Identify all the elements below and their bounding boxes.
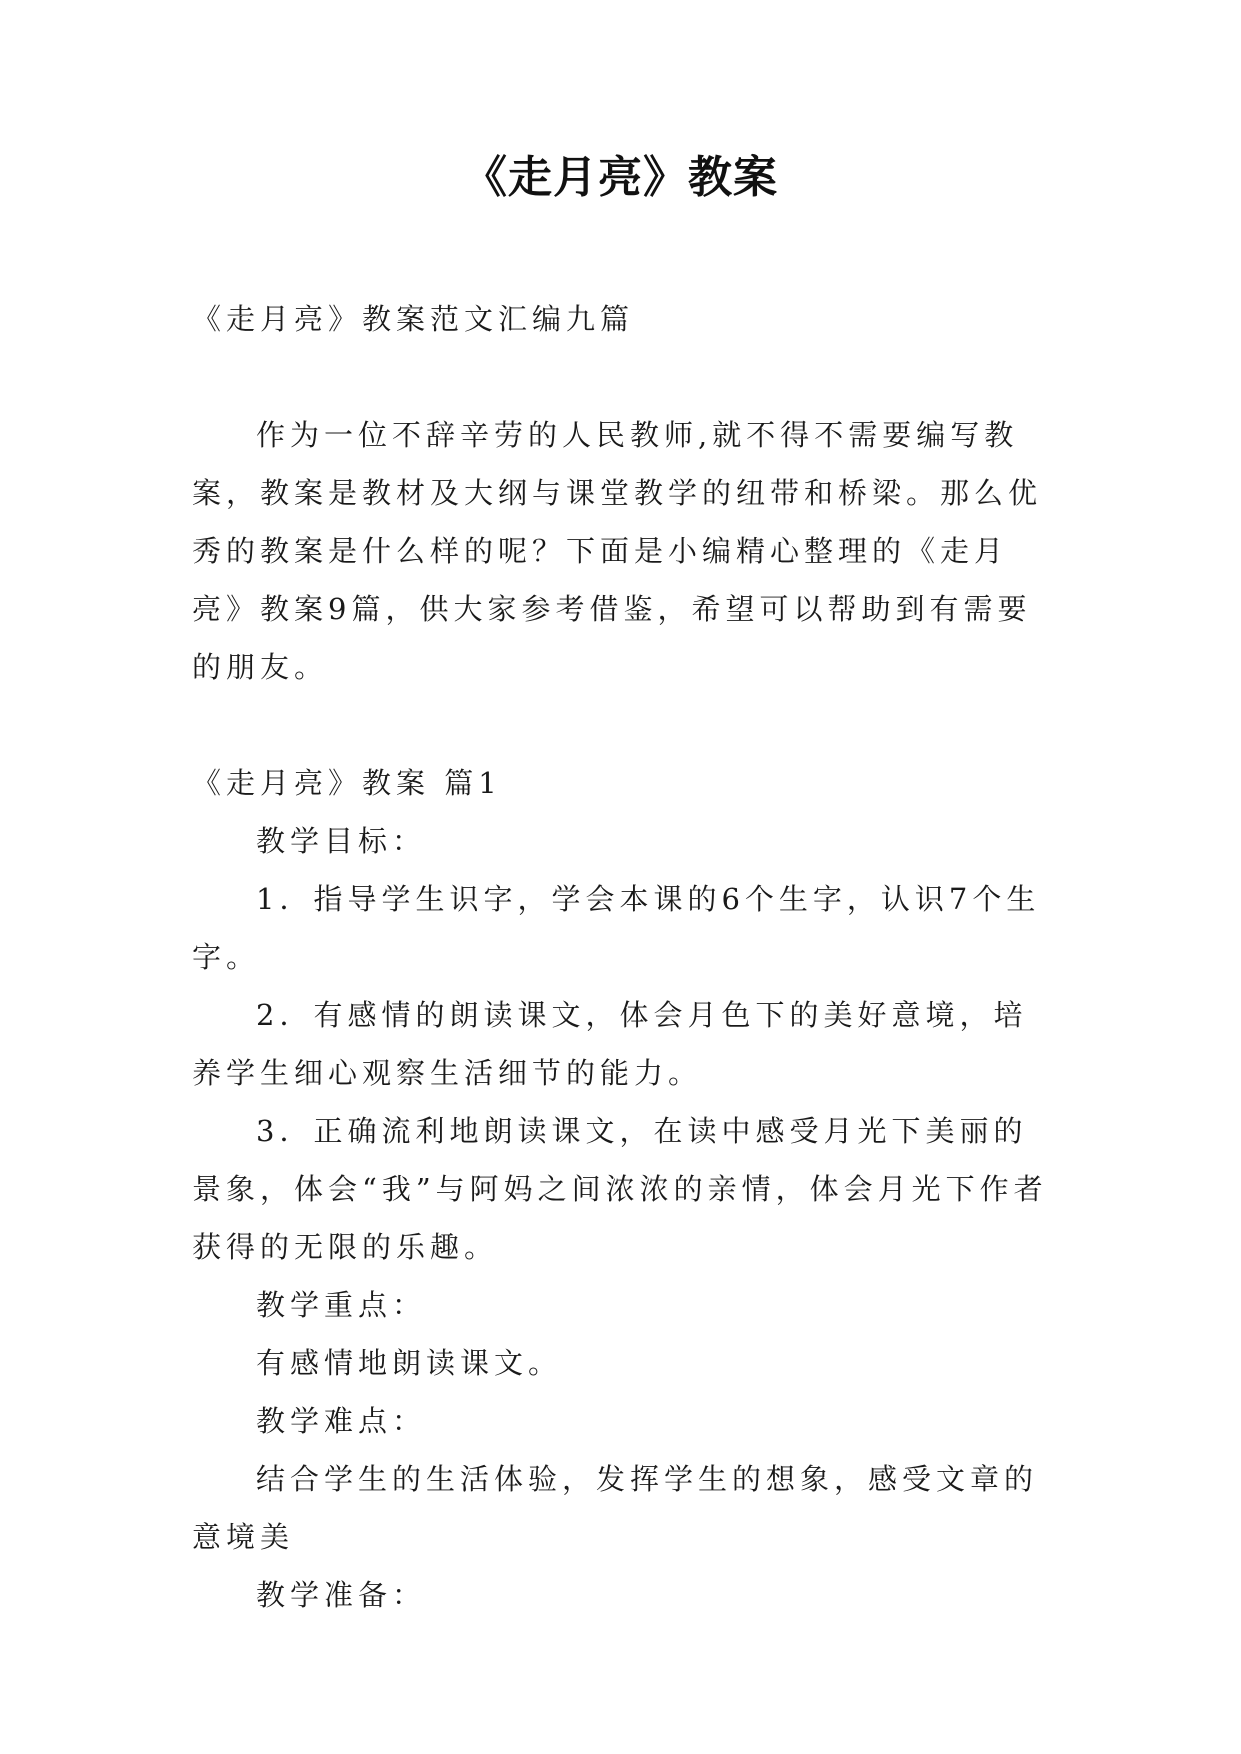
goals-heading: 教学目标： [256,824,427,858]
goal-item-2: 2．有感情的朗读课文，体会月色下的美好意境，培养学生细心观察生活细节的能力。 [192,998,1028,1090]
goal-item-1: 1．指导学生识字，学会本课的6个生字，认识7个生字。 [192,882,1041,974]
subtitle: 《走月亮》教案范文汇编九篇 [192,302,635,336]
preparation-heading: 教学准备： [256,1578,427,1612]
spacer [192,348,1056,406]
intro-paragraph: 作为一位不辞辛劳的人民教师,就不得不需要编写教案，教案是教材及大纲与课堂教学的纽带和桥梁。那么优秀的教案是什么样的呢？下面是小编精心整理的《走月亮》教案9篇，供大家参考借鉴，希望可以帮助到有需要的朋友。 [192,418,1043,684]
goal-item-3: 3．正确流利地朗读课文，在读中感受月光下美丽的景象，体会“我”与阿妈之间浓浓的亲情，体会月光下作者获得的无限的乐趣。 [192,1114,1048,1264]
document-body [192,290,1056,1624]
difficulty-heading: 教学难点： [256,1404,427,1438]
document-title: 《走月亮》教案 [463,152,778,203]
key-points-text: 有感情地朗读课文。 [256,1346,563,1380]
spacer [192,696,1056,754]
key-points-heading: 教学重点： [256,1288,427,1322]
section-heading: 《走月亮》教案 篇1 [192,766,502,800]
difficulty-text: 结合学生的生活体验，发挥学生的想象，感受文章的意境美 [192,1462,1039,1554]
